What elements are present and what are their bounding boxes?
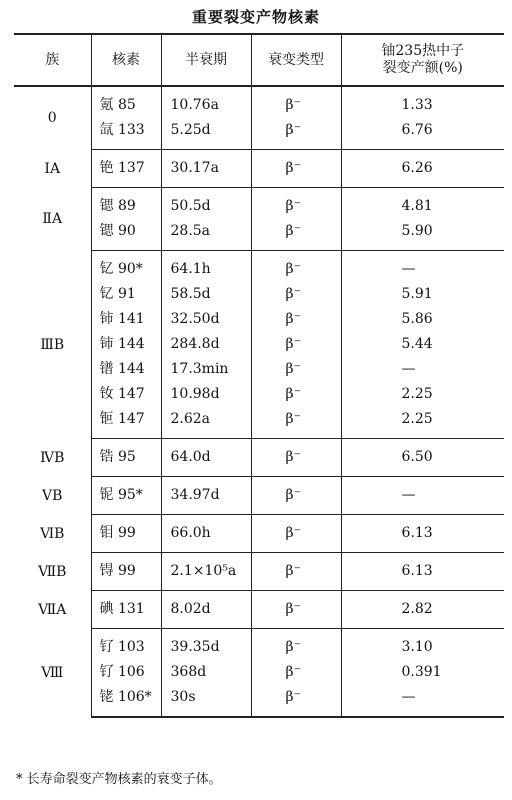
cell-fission-yield: — — [341, 483, 504, 508]
cell-half-life: 8.02d — [161, 597, 251, 622]
cell-decay-type: β⁻ — [251, 597, 341, 622]
cell-decay-type: β⁻ — [251, 382, 341, 407]
header-yield-line2: 裂变产额(%) — [382, 60, 463, 76]
cell-fission-yield: — — [341, 685, 504, 710]
cell-decay-type: β⁻ — [251, 559, 341, 584]
cell-group: ⅤB — [14, 477, 91, 515]
cell-fission-yield: 6.76 — [341, 118, 504, 143]
cell-decay-type: β⁻ — [251, 332, 341, 357]
cell-decay-type: β⁻ — [251, 521, 341, 546]
cell-half-life: 30s — [161, 685, 251, 710]
cell-nuclide: 铌 95* — [91, 483, 161, 508]
cell-nuclide: 铑 106* — [91, 685, 161, 710]
cell-fission-yield: 6.50 — [341, 445, 504, 470]
header-group: 族 — [14, 34, 91, 86]
cell-group: ⅠA — [14, 150, 91, 188]
cell-fission-yield: 5.91 — [341, 282, 504, 307]
cell-fission-yield: 5.86 — [341, 307, 504, 332]
spacer-cell — [341, 710, 504, 717]
cell-half-life: 284.8d — [161, 332, 251, 357]
spacer-cell — [91, 710, 161, 717]
header-decay-type: 衰变类型 — [251, 34, 341, 86]
cell-decay-type: β⁻ — [251, 194, 341, 219]
cell-half-life: 368d — [161, 660, 251, 685]
cell-nuclide: 锶 90 — [91, 219, 161, 244]
spacer-cell — [341, 86, 504, 93]
cell-decay-type: β⁻ — [251, 93, 341, 118]
cell-fission-yield: 2.25 — [341, 407, 504, 432]
cell-half-life: 64.0d — [161, 445, 251, 470]
cell-decay-type: β⁻ — [251, 118, 341, 143]
page-title: 重要裂变产物核素 — [191, 8, 320, 26]
cell-nuclide: 钕 147 — [91, 382, 161, 407]
cell-decay-type: β⁻ — [251, 156, 341, 181]
header-fission-yield — [341, 34, 504, 86]
cell-half-life: 50.5d — [161, 194, 251, 219]
cell-group: ⅡA — [14, 188, 91, 251]
cell-group: ⅦB — [14, 553, 91, 591]
cell-half-life: 2.62a — [161, 407, 251, 432]
cell-decay-type: β⁻ — [251, 685, 341, 710]
cell-half-life: 2.1×10⁵a — [161, 559, 251, 584]
cell-nuclide: 钌 106 — [91, 660, 161, 685]
spacer-cell — [161, 86, 251, 93]
cell-half-life: 28.5a — [161, 219, 251, 244]
spacer-cell — [161, 710, 251, 717]
cell-fission-yield: 5.44 — [341, 332, 504, 357]
cell-decay-type: β⁻ — [251, 635, 341, 660]
cell-fission-yield: 2.82 — [341, 597, 504, 622]
cell-fission-yield: — — [341, 357, 504, 382]
cell-nuclide: 钇 90* — [91, 257, 161, 282]
cell-fission-yield: 4.81 — [341, 194, 504, 219]
cell-group: Ⅷ — [14, 629, 91, 718]
cell-half-life: 5.25d — [161, 118, 251, 143]
cell-fission-yield: 5.90 — [341, 219, 504, 244]
cell-decay-type: β⁻ — [251, 257, 341, 282]
header-nuclide: 核素 — [91, 34, 161, 86]
cell-fission-yield: 6.13 — [341, 559, 504, 584]
cell-group: 0 — [14, 86, 91, 150]
cell-nuclide: 铈 144 — [91, 332, 161, 357]
cell-nuclide: 镨 144 — [91, 357, 161, 382]
fission-products-table — [14, 33, 504, 718]
cell-decay-type: β⁻ — [251, 483, 341, 508]
cell-decay-type: β⁻ — [251, 407, 341, 432]
spacer-cell — [251, 710, 341, 717]
cell-half-life: 10.98d — [161, 382, 251, 407]
cell-decay-type: β⁻ — [251, 219, 341, 244]
spacer-cell — [251, 86, 341, 93]
cell-nuclide: 锆 95 — [91, 445, 161, 470]
cell-fission-yield: 1.33 — [341, 93, 504, 118]
cell-nuclide: 钇 91 — [91, 282, 161, 307]
cell-decay-type: β⁻ — [251, 445, 341, 470]
cell-nuclide: 锶 89 — [91, 194, 161, 219]
spacer-row — [14, 86, 504, 93]
cell-half-life: 66.0h — [161, 521, 251, 546]
header-yield-line1: 铀235热中子 — [381, 43, 465, 59]
cell-fission-yield: 6.26 — [341, 156, 504, 181]
cell-nuclide: 氪 85 — [91, 93, 161, 118]
cell-half-life: 32.50d — [161, 307, 251, 332]
header-half-life: 半衰期 — [161, 34, 251, 86]
cell-fission-yield: 0.391 — [341, 660, 504, 685]
cell-decay-type: β⁻ — [251, 660, 341, 685]
cell-group: ⅦA — [14, 591, 91, 629]
cell-nuclide: 锝 99 — [91, 559, 161, 584]
cell-nuclide: 钌 103 — [91, 635, 161, 660]
cell-group: ⅣB — [14, 439, 91, 477]
cell-half-life: 10.76a — [161, 93, 251, 118]
spacer-cell — [91, 86, 161, 93]
cell-fission-yield: 2.25 — [341, 382, 504, 407]
cell-half-life: 64.1h — [161, 257, 251, 282]
cell-nuclide: 铯 137 — [91, 156, 161, 181]
cell-half-life: 39.35d — [161, 635, 251, 660]
cell-nuclide: 氙 133 — [91, 118, 161, 143]
cell-half-life: 17.3min — [161, 357, 251, 382]
table-header-row — [14, 34, 504, 86]
cell-decay-type: β⁻ — [251, 307, 341, 332]
cell-group: ⅥB — [14, 515, 91, 553]
cell-nuclide: 碘 131 — [91, 597, 161, 622]
cell-half-life: 30.17a — [161, 156, 251, 181]
cell-fission-yield: 6.13 — [341, 521, 504, 546]
cell-fission-yield: — — [341, 257, 504, 282]
cell-nuclide: 铈 141 — [91, 307, 161, 332]
cell-nuclide: 钼 99 — [91, 521, 161, 546]
footnote: * 长寿命裂变产物核素的衰变子体。 — [16, 772, 222, 787]
cell-decay-type: β⁻ — [251, 357, 341, 382]
cell-half-life: 34.97d — [161, 483, 251, 508]
cell-group: ⅢB — [14, 251, 91, 439]
table-body — [14, 86, 504, 717]
cell-half-life: 58.5d — [161, 282, 251, 307]
cell-fission-yield: 3.10 — [341, 635, 504, 660]
cell-decay-type: β⁻ — [251, 282, 341, 307]
cell-nuclide: 钷 147 — [91, 407, 161, 432]
